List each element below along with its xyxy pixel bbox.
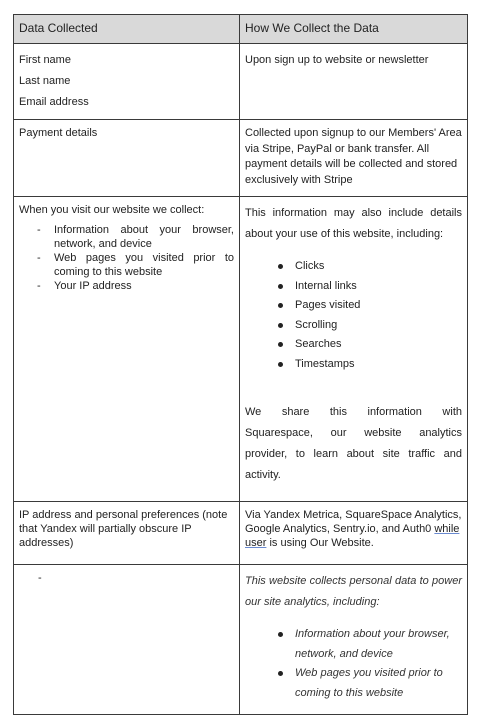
- list-item: Pages visited: [245, 296, 462, 316]
- cell-signup-method: Upon sign up to website or newsletter: [240, 44, 468, 120]
- bullet-icon: [278, 342, 283, 347]
- list-item: Scrolling: [245, 316, 462, 336]
- analytics-share-note: We share this information with Squarespace, our website analytics provider, to learn about site traffic and activity.: [245, 406, 462, 481]
- analytics-intro: This website collects personal data to power our site analytics, including:: [245, 575, 462, 608]
- bullet-icon: [278, 303, 283, 308]
- cell-site-analytics: [240, 565, 468, 715]
- cell-payment-details: Payment details: [14, 120, 240, 197]
- bullet-icon: [278, 632, 283, 637]
- bullet-icon: [278, 323, 283, 328]
- cell-personal-details: [14, 44, 240, 120]
- list-item: Timestamps: [245, 355, 462, 375]
- table-row: [14, 44, 468, 120]
- bullet-icon: [278, 362, 283, 367]
- cell-usage-details: [240, 197, 468, 502]
- table-row: [14, 120, 468, 197]
- dash-marker: -: [37, 252, 41, 264]
- list-item: Searches: [245, 335, 462, 355]
- list-item: Information about your browser, network, and device: [245, 625, 462, 664]
- table-row: [14, 565, 468, 715]
- cell-website-visit: [14, 197, 240, 502]
- item-email-address: Email address: [19, 96, 89, 108]
- cell-analytics-providers: Via Yandex Metrica, SquareSpace Analytics, Google Analytics, Sentry.io, and Auth0 while user is using Our Website.: [240, 502, 468, 565]
- visit-intro: When you visit our website we collect:: [19, 204, 205, 216]
- list-item: - Information about your browser, network, and device: [37, 224, 234, 250]
- bullet-icon: [278, 264, 283, 269]
- bullet-icon: [278, 284, 283, 289]
- cell-empty-dash: -: [14, 565, 240, 715]
- header-data-collected: Data Collected: [14, 15, 240, 44]
- usage-intro: This information may also include details about your use of this website, including:: [245, 207, 462, 240]
- cell-payment-method: Collected upon signup to our Members' Area via Stripe, PayPal or bank transfer. All payment details will be collected and stored exclusively with Stripe: [240, 120, 468, 197]
- dash-marker: -: [37, 280, 41, 292]
- list-item: Clicks: [245, 257, 462, 277]
- list-item: - Web pages you visited prior to coming to this website: [37, 252, 234, 278]
- header-how-we-collect: How We Collect the Data: [240, 15, 468, 44]
- table-row: [14, 502, 468, 565]
- data-collection-table: [13, 14, 468, 715]
- underlined-text: while user: [245, 523, 460, 549]
- cell-ip-preferences: IP address and personal preferences (note that Yandex will partially obscure IP addresses): [14, 502, 240, 565]
- list-item: Web pages you visited prior to coming to this website: [245, 664, 462, 703]
- analytics-list: [245, 625, 462, 703]
- bullet-icon: [278, 671, 283, 676]
- visit-list: [19, 223, 234, 293]
- list-item: Internal links: [245, 277, 462, 297]
- item-last-name: Last name: [19, 75, 71, 87]
- table-row: [14, 197, 468, 502]
- item-first-name: First name: [19, 54, 71, 66]
- list-item: - Your IP address: [37, 280, 132, 292]
- usage-list: [245, 257, 462, 374]
- table-header-row: [14, 15, 468, 44]
- dash-marker: -: [37, 224, 41, 236]
